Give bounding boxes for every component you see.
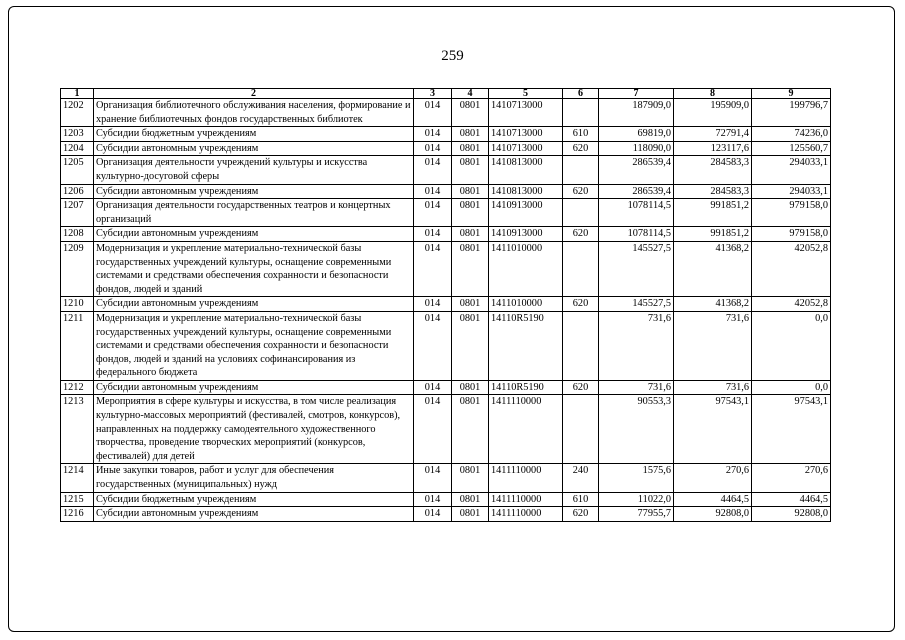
row-value-7: 1078114,5 — [599, 199, 674, 227]
row-value-7: 145527,5 — [599, 297, 674, 312]
row-gr: 014 — [414, 227, 452, 242]
row-number: 1210 — [61, 297, 94, 312]
column-header: 3 — [414, 89, 452, 99]
row-number: 1208 — [61, 227, 94, 242]
budget-table — [60, 88, 831, 522]
column-header: 7 — [599, 89, 674, 99]
row-gr: 014 — [414, 241, 452, 296]
row-rz: 0801 — [452, 127, 489, 142]
row-number: 1209 — [61, 241, 94, 296]
table-row — [61, 492, 831, 507]
row-number: 1216 — [61, 507, 94, 522]
row-value-9: 979158,0 — [752, 227, 831, 242]
row-value-8: 284583,3 — [674, 156, 752, 184]
row-value-7: 77955,7 — [599, 507, 674, 522]
row-name: Организация деятельности государственных театров и концертных организаций — [94, 199, 414, 227]
row-value-7: 731,6 — [599, 311, 674, 380]
row-number: 1204 — [61, 141, 94, 156]
column-header: 9 — [752, 89, 831, 99]
table-row — [61, 241, 831, 296]
row-name: Субсидии автономным учреждениям — [94, 184, 414, 199]
row-vr — [563, 395, 599, 464]
row-value-8: 991851,2 — [674, 227, 752, 242]
row-vr: 610 — [563, 492, 599, 507]
column-header: 4 — [452, 89, 489, 99]
row-vr: 620 — [563, 141, 599, 156]
row-cs: 1411110000 — [489, 395, 563, 464]
column-header: 1 — [61, 89, 94, 99]
row-name: Модернизация и укрепление материально-технической базы государственных учреждений культуры, оснащение современными системами и средствами обеспечения сохранности и безопасности фондов, людей и зданий — [94, 241, 414, 296]
row-value-9: 97543,1 — [752, 395, 831, 464]
row-vr — [563, 99, 599, 127]
row-cs: 1410813000 — [489, 184, 563, 199]
row-gr: 014 — [414, 380, 452, 395]
column-header: 5 — [489, 89, 563, 99]
row-value-9: 979158,0 — [752, 199, 831, 227]
row-value-9: 74236,0 — [752, 127, 831, 142]
row-rz: 0801 — [452, 507, 489, 522]
row-gr: 014 — [414, 99, 452, 127]
row-cs: 1410713000 — [489, 99, 563, 127]
table-row — [61, 395, 831, 464]
row-cs: 1411110000 — [489, 492, 563, 507]
row-vr — [563, 311, 599, 380]
row-value-8: 195909,0 — [674, 99, 752, 127]
row-number: 1213 — [61, 395, 94, 464]
row-gr: 014 — [414, 297, 452, 312]
row-gr: 014 — [414, 311, 452, 380]
row-value-7: 1078114,5 — [599, 227, 674, 242]
row-value-8: 97543,1 — [674, 395, 752, 464]
row-gr: 014 — [414, 199, 452, 227]
row-cs: 14110R5190 — [489, 380, 563, 395]
row-name: Субсидии бюджетным учреждениям — [94, 492, 414, 507]
row-value-7: 187909,0 — [599, 99, 674, 127]
row-value-7: 286539,4 — [599, 184, 674, 199]
row-number: 1205 — [61, 156, 94, 184]
row-vr: 620 — [563, 297, 599, 312]
row-value-8: 123117,6 — [674, 141, 752, 156]
row-value-9: 4464,5 — [752, 492, 831, 507]
row-number: 1207 — [61, 199, 94, 227]
row-vr: 620 — [563, 380, 599, 395]
row-name: Организация библиотечного обслуживания населения, формирование и хранение библиотечных фондов государственных библиотек — [94, 99, 414, 127]
row-gr: 014 — [414, 127, 452, 142]
row-value-7: 69819,0 — [599, 127, 674, 142]
row-rz: 0801 — [452, 464, 489, 492]
table-row — [61, 184, 831, 199]
table-row — [61, 297, 831, 312]
row-name: Субсидии автономным учреждениям — [94, 507, 414, 522]
row-value-7: 118090,0 — [599, 141, 674, 156]
table-row — [61, 199, 831, 227]
row-value-8: 4464,5 — [674, 492, 752, 507]
row-cs: 1410713000 — [489, 141, 563, 156]
row-gr: 014 — [414, 141, 452, 156]
row-name: Субсидии автономным учреждениям — [94, 297, 414, 312]
page-number: 259 — [441, 48, 464, 64]
row-value-8: 731,6 — [674, 380, 752, 395]
row-gr: 014 — [414, 464, 452, 492]
row-name: Субсидии автономным учреждениям — [94, 380, 414, 395]
row-name: Мероприятия в сфере культуры и искусства, в том числе реализация культурно-массовых мероприятий (фестивалей, смотров, конкурсов), направленных на поддержку самодеятельного художественного творчества, проведение творческих мероприятий (конкурсов, фестивалей) для детей — [94, 395, 414, 464]
table-row — [61, 99, 831, 127]
row-gr: 014 — [414, 156, 452, 184]
table-row — [61, 156, 831, 184]
row-number: 1212 — [61, 380, 94, 395]
row-name: Субсидии автономным учреждениям — [94, 141, 414, 156]
row-vr: 610 — [563, 127, 599, 142]
row-rz: 0801 — [452, 311, 489, 380]
table-row — [61, 464, 831, 492]
row-vr: 620 — [563, 184, 599, 199]
row-rz: 0801 — [452, 380, 489, 395]
row-gr: 014 — [414, 395, 452, 464]
row-cs: 1410813000 — [489, 156, 563, 184]
row-rz: 0801 — [452, 184, 489, 199]
row-value-8: 41368,2 — [674, 241, 752, 296]
table-row — [61, 127, 831, 142]
row-value-7: 1575,6 — [599, 464, 674, 492]
row-vr: 240 — [563, 464, 599, 492]
row-value-8: 731,6 — [674, 311, 752, 380]
row-cs: 1411110000 — [489, 464, 563, 492]
row-value-8: 41368,2 — [674, 297, 752, 312]
row-cs: 1410913000 — [489, 227, 563, 242]
column-header: 8 — [674, 89, 752, 99]
row-rz: 0801 — [452, 156, 489, 184]
row-rz: 0801 — [452, 99, 489, 127]
row-cs: 1410913000 — [489, 199, 563, 227]
row-number: 1203 — [61, 127, 94, 142]
row-cs: 1410713000 — [489, 127, 563, 142]
row-value-8: 991851,2 — [674, 199, 752, 227]
row-value-9: 0,0 — [752, 380, 831, 395]
row-value-7: 286539,4 — [599, 156, 674, 184]
row-value-9: 294033,1 — [752, 156, 831, 184]
row-vr — [563, 199, 599, 227]
row-rz: 0801 — [452, 297, 489, 312]
row-vr — [563, 241, 599, 296]
row-number: 1202 — [61, 99, 94, 127]
table-row — [61, 507, 831, 522]
row-value-9: 199796,7 — [752, 99, 831, 127]
row-value-9: 42052,8 — [752, 241, 831, 296]
row-name: Иные закупки товаров, работ и услуг для обеспечения государственных (муниципальных) нужд — [94, 464, 414, 492]
table-header-row — [61, 89, 831, 99]
row-rz: 0801 — [452, 241, 489, 296]
column-header: 6 — [563, 89, 599, 99]
row-value-9: 42052,8 — [752, 297, 831, 312]
row-number: 1211 — [61, 311, 94, 380]
row-number: 1215 — [61, 492, 94, 507]
row-rz: 0801 — [452, 227, 489, 242]
row-value-8: 72791,4 — [674, 127, 752, 142]
row-value-8: 270,6 — [674, 464, 752, 492]
row-name: Субсидии бюджетным учреждениям — [94, 127, 414, 142]
row-cs: 14110R5190 — [489, 311, 563, 380]
row-gr: 014 — [414, 184, 452, 199]
row-rz: 0801 — [452, 492, 489, 507]
row-value-8: 92808,0 — [674, 507, 752, 522]
row-vr: 620 — [563, 227, 599, 242]
table-row — [61, 141, 831, 156]
row-cs: 1411010000 — [489, 241, 563, 296]
row-cs: 1411110000 — [489, 507, 563, 522]
row-vr — [563, 156, 599, 184]
table-row — [61, 380, 831, 395]
row-value-7: 145527,5 — [599, 241, 674, 296]
row-value-7: 731,6 — [599, 380, 674, 395]
row-name: Модернизация и укрепление материально-технической базы государственных учреждений культуры, оснащение современными системами и средствами обеспечения сохранности и безопасности фондов, людей и зданий на условиях софинансирования из федерального бюджета — [94, 311, 414, 380]
row-vr: 620 — [563, 507, 599, 522]
row-gr: 014 — [414, 492, 452, 507]
row-rz: 0801 — [452, 199, 489, 227]
row-name: Субсидии автономным учреждениям — [94, 227, 414, 242]
row-cs: 1411010000 — [489, 297, 563, 312]
row-number: 1214 — [61, 464, 94, 492]
row-value-9: 125560,7 — [752, 141, 831, 156]
table-row — [61, 311, 831, 380]
row-value-9: 270,6 — [752, 464, 831, 492]
row-name: Организация деятельности учреждений культуры и искусства культурно-досуговой сферы — [94, 156, 414, 184]
row-value-8: 284583,3 — [674, 184, 752, 199]
row-value-7: 11022,0 — [599, 492, 674, 507]
row-value-9: 92808,0 — [752, 507, 831, 522]
row-gr: 014 — [414, 507, 452, 522]
row-value-7: 90553,3 — [599, 395, 674, 464]
table-row — [61, 227, 831, 242]
row-number: 1206 — [61, 184, 94, 199]
column-header: 2 — [94, 89, 414, 99]
row-rz: 0801 — [452, 141, 489, 156]
row-rz: 0801 — [452, 395, 489, 464]
row-value-9: 0,0 — [752, 311, 831, 380]
row-value-9: 294033,1 — [752, 184, 831, 199]
